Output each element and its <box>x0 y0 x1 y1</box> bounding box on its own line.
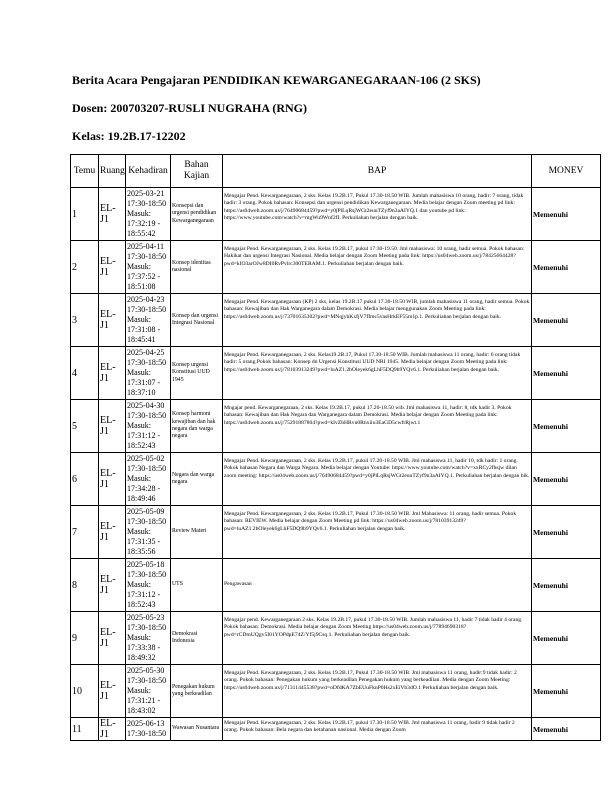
cell-monev: Memenuhi <box>532 612 601 665</box>
col-header-bahan-kajian: Bahan Kajian <box>171 155 223 188</box>
cell-bahan-kajian: Konsep urgensi Konstitusi UUD 1945 <box>171 347 223 400</box>
cell-bahan-kajian: Negara dan warga negara <box>171 453 223 506</box>
table-row <box>71 400 601 453</box>
cell-kehadiran: 2025-03-21 17:30-18:50 Masuk: 17:32:19 - 18:55:42 <box>126 188 171 241</box>
cell-temu: 4 <box>71 347 99 400</box>
document-title: Berita Acara Pengajaran PENDIDIKAN KEWARGANEGARAAN-106 (2 SKS) <box>72 73 481 87</box>
cell-temu: 3 <box>71 294 99 347</box>
cell-monev: Memenuhi <box>532 453 601 506</box>
cell-temu: 5 <box>71 400 99 453</box>
cell-kehadiran: 2025-04-25 17:30-18:50 Masuk: 17:31:07 - 18:37:10 <box>126 347 171 400</box>
cell-bap: Pengawasan <box>223 559 532 612</box>
col-header-ruang: Ruang <box>99 155 126 188</box>
cell-kehadiran: 2025-05-02 17:30-18:50 Masuk: 17:34:28 - 18:49:46 <box>126 453 171 506</box>
cell-bap: Mengajar Pend. Kewarganegaraan, 2 sks. Kelas 19.2B.17, pukul 17:30-19.50. Jml mahasiswa: 10 orang, hadir semua. Pokok bahasan: Hakikat dan urgensi Integrasi Nasional. Media belajar dengan Zoom Meeting pada link: https://us04web.zoom.us/j/78425664428?pwd=kIO3arOJw8DI0RvPvlrc300TERAM.1. Perkuliahan berjalan dengan baik. <box>223 241 532 294</box>
cell-ruang: EL-J1 <box>99 188 126 241</box>
cell-kehadiran: 2025-05-18 17:30-18:50 Masuk: 17:31:12 - 18:52:43 <box>126 559 171 612</box>
cell-temu: 2 <box>71 241 99 294</box>
cell-monev: Memenuhi <box>532 665 601 718</box>
table-header-row <box>71 155 601 188</box>
cell-kehadiran: 2025-06-13 17:30-18:50 <box>126 718 171 741</box>
cell-ruang: EL-J1 <box>99 559 126 612</box>
cell-ruang: EL-J1 <box>99 506 126 559</box>
cell-bap: Mengajar Pend. Kewarganegaraan, 2 sks. Kelas 19.2B.17, pukul 17.30-18.50 WIB. Jml mahasiswa 11 orang, hadir 9 tidak hadir 2 orang. Pokok bahasan: Bela negara dan ketahanan nasional. Media dengan Zoom <box>223 718 532 741</box>
table-row <box>71 453 601 506</box>
table-row <box>71 612 601 665</box>
cell-monev: Memenuhi <box>532 506 601 559</box>
cell-temu: 1 <box>71 188 99 241</box>
col-header-temu: Temu <box>71 155 99 188</box>
cell-ruang: EL-J1 <box>99 400 126 453</box>
cell-bahan-kajian: UTS <box>171 559 223 612</box>
cell-ruang: EL-J1 <box>99 347 126 400</box>
cell-monev: Memenuhi <box>532 718 601 741</box>
cell-temu: 6 <box>71 453 99 506</box>
table-row <box>71 665 601 718</box>
table-row <box>71 718 601 741</box>
cell-ruang: EL-J1 <box>99 665 126 718</box>
cell-ruang: EL-J1 <box>99 612 126 665</box>
cell-bap: Mengajar Pend. Kewarganegaraan, 2 sks. Kelas 19.2B.17, Pukul 17.30-18.50 WIB. Jml Mahasiswa: 11 orang, hadir semua. Pokok bahasan: REVIEW. Media belajar dengan Zoom Meeting pd link: https://us04web.zoom.us/j/78103913249?pwd=luAZ1.2bOleyek6gLhF5DQ9b9YQv6.1. Perkuliahan berjalan dengan baik. <box>223 506 532 559</box>
cell-monev: Memenuhi <box>532 188 601 241</box>
cell-bap: Mngajar pend. Kewarganegaraan, 2 sks. Kelas 19.2B.17, pukul 17.20-18.50 wib. Jml mahasiswa 11, hadir: 8, tdk hadir 3. Pokok bahasan: Kewajiban dan Hak Negara dan Warganegara dalam Demokrasi. Media belajar dengan Zoom Meeting pada link: https://us04web.zoom.us/j/75291887804?pwd=kIvZbHRvu0Rnxiio3EaGD5cwfrRjwt.1 <box>223 400 532 453</box>
lecturer-line: Dosen: 200703207-RUSLI NUGRAHA (RNG) <box>72 101 308 115</box>
cell-bahan-kajian: Konsepsi dan urgensi pendidikan Kewarganegaraan <box>171 188 223 241</box>
class-line: Kelas: 19.2B.17-12202 <box>72 129 186 143</box>
table-row <box>71 294 601 347</box>
col-header-bap: BAP <box>223 155 532 188</box>
cell-kehadiran: 2025-04-11 17:30-18:50 Masuk: 17:37:52 - 18:51:08 <box>126 241 171 294</box>
cell-bap: Mengajar Pend. Kewarganegaraan (KP) 2 sks, kelas 19.2B.17 pukul 17.30-18.50 WIB, jumlah mahasiswa 11 orang, hadir semua. Pokok bahasan: Kewajiban dan Hak Warganegara dalam Demokrasi. Media belajar menggunakan Zoom Meeting pada link: https://us04web.zoom.us/j/73701635302?pwd=MNqjybKxfjV7fImc5vasHrkEF55m1p.1. Perkuliahan berjalan dengan baik. <box>223 294 532 347</box>
cell-bap: Mengajar Pend. Kewarganegaraan, 2 sks. Kelas 19.2B.17, Pukul 17.30-18.50 WIB. Jml mahasiswa 11 orang, hadir:9 tidak hadir: 2 orang. Pokok bahasan: Penegakan hukum yang berkeadilan Penegakan hukum yang berkeadilan. Media dengan Zoom Meeting: https://us04web.zoom.us/j/71311445538?pwd=oDfdKA7ZbEUuFknP0Hs2xEiVb3dO.1 Perkuliahan berjalan dengan baik. <box>223 665 532 718</box>
cell-temu: 8 <box>71 559 99 612</box>
cell-bap: Mengajar Pend. Kewarganegaraan, 2 sks. Kelas 19.2B.17, pukul 17.20-18.50 WIB. Jml mahasiswa 11, hadir 10, tdk hadir: 1 orang. Pokok bahasan Negara dan Warga Negara. Media belajar dengan Youtube: https://www.youtube.com/watch?v=xxRCy2fhsjw dilan zoom meeting: https://us04web.zoom.us/j/76490684459?pwd=y0jPlLqRsjWGt2euuTZyf9n3aAIYQ.1. Perkuliahan berjalan dengan bik. <box>223 453 532 506</box>
cell-monev: Memenuhi <box>532 241 601 294</box>
cell-bahan-kajian: Konsep harmoni kewajiban dan hak negara dan warga negara <box>171 400 223 453</box>
cell-bahan-kajian: Wawasan Nusantara <box>171 718 223 741</box>
table-row <box>71 188 601 241</box>
cell-temu: 10 <box>71 665 99 718</box>
cell-bap: Mengajar Pend. Kewarganegaraan, 2 sks. Kelas19.2B.17, Pukul 17.30-18.50 WIB. Jumlah mahasiswa 11 orang, hadir: 6 orang tidak hadir: 5 orang.Pokok bahasan: Konsep dn Urgensi Konstitusi UUD NRI 1945. Media belajar dengan Zoom Meeting pada link: https://us04web.zoom.us/j/78103913249?pwd=luAZ1.2bOleyek6gLhF5DQ9b9YQv6.1. Perkuliahan berjalan dengan baik. <box>223 347 532 400</box>
cell-kehadiran: 2025-05-30 17:30-18:50 Masuk: 17:31:21 - 18:43:02 <box>126 665 171 718</box>
cell-temu: 9 <box>71 612 99 665</box>
cell-bahan-kajian: Penegakan hukum yang berkeadilan <box>171 665 223 718</box>
cell-ruang: EL-J1 <box>99 294 126 347</box>
cell-bap: Mengajar pend. Kewarganegaraan 2 sks. Kelas 19.2B.17, pukul 17.30-18.50 WIB. Jumlah mahasiswa 11, hadir 7 tidak hadir 4 orang. Pokok bahasan: Demokrasi. Media belajar dengan Zoom Meeting https://us04web.zoom.us/j/77894690318?pwd=rCDmUQgv5I01YOPdpE74Z/Yf5j9Csq.1. Perkuliahan berjalan dengan baik. <box>223 612 532 665</box>
cell-monev: Memenuhi <box>532 400 601 453</box>
table-row <box>71 347 601 400</box>
table-row <box>71 506 601 559</box>
cell-bahan-kajian: Demokrasi Indonesia <box>171 612 223 665</box>
cell-bahan-kajian: Review Materi <box>171 506 223 559</box>
cell-temu: 11 <box>71 718 99 741</box>
col-header-monev: MONEV <box>532 155 601 188</box>
cell-monev: Memenuhi <box>532 347 601 400</box>
cell-ruang: EL-J1 <box>99 241 126 294</box>
table-row <box>71 559 601 612</box>
cell-ruang: EL-J1 <box>99 718 126 741</box>
cell-bap: Mengajar Pend. Kewarganegaraan, 2 sks. Kelas 19.2B.17, Pukul 17.30-18.50 WIB. Jumlah mahasiswa 10 orang, hadir: 7 orang, tidak hadir: 3 orang. Pokok bahasan: Konsepsi dan urgensi pendidikan Kewarganegaraan. Media belajar dengan Zoom meeting pd link: https://us04web.zoom.us/j/76490684459?pwd=y0jPlLqRsjWGt2euuTZyf9n3aAIYQ.1 dan youtube pd link: https://www.youtube.com/watch?v=mgWu9Wnf2fI. Perkuliahan berjalan dengan baik. <box>223 188 532 241</box>
cell-ruang: EL-J1 <box>99 453 126 506</box>
cell-monev: Memenuhi <box>532 559 601 612</box>
cell-kehadiran: 2025-04-30 17:30-18:50 Masuk: 17:31:12 - 18:52:43 <box>126 400 171 453</box>
cell-bahan-kajian: Konsep dan urgensi Integrasi Nasional <box>171 294 223 347</box>
col-header-kehadiran: Kehadiran <box>126 155 171 188</box>
cell-kehadiran: 2025-04-23 17:30-18:50 Masuk: 17:31:08 - 18:45:41 <box>126 294 171 347</box>
cell-kehadiran: 2025-05-23 17:30-18:50 Masuk: 17:33:38 - 18:49:32 <box>126 612 171 665</box>
cell-bahan-kajian: Konsep identitas nasional <box>171 241 223 294</box>
bap-table <box>70 154 601 741</box>
cell-monev: Memenuhi <box>532 294 601 347</box>
table-row <box>71 241 601 294</box>
cell-temu: 7 <box>71 506 99 559</box>
cell-kehadiran: 2025-05-09 17:30-18:50 Masuk: 17:31:35 - 18:35:56 <box>126 506 171 559</box>
